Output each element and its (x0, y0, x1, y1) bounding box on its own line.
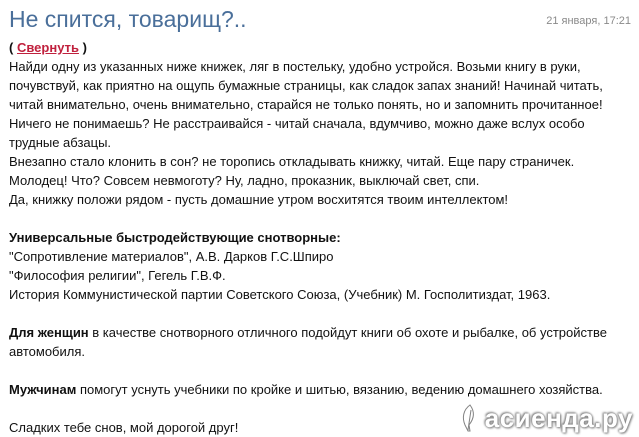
closing-line: Сладких тебе снов, мой дорогой друг! (9, 420, 239, 435)
post-date: 21 января, 17:21 (546, 15, 631, 27)
post-body (9, 38, 631, 437)
post-title: Не спится, товарищ?.. (9, 6, 247, 32)
men-label: Мужчинам (9, 382, 77, 397)
women-paragraph (9, 323, 631, 361)
men-text: помогут уснуть учебники по кройке и шитью, вязанию, ведению домашнего хозяйства. (76, 382, 603, 397)
universal-heading: Универсальные быстродействующие снотворные: (9, 230, 341, 245)
spacer (9, 209, 631, 228)
section-heading (9, 228, 631, 247)
post-header (9, 6, 631, 36)
intro-paragraph-2: Внезапно стало клонить в сон? не торопись откладывать книжку, читай. Еще пару страничек. Молодец! Что? Совсем невмоготу? Ну, ладно, проказник, выключай свет, спи. (9, 154, 575, 188)
watermark-text: асиенда.ру (484, 402, 633, 433)
women-text: в качестве снотворного отличного подойдут книги об охоте и рыбалке, об устройстве автомобиля. (9, 325, 607, 359)
book-item-1: "Сопротивление материалов", А.В. Дарков Г.С.Шпиро (9, 249, 334, 264)
collapse-paren-open: ( (9, 40, 14, 55)
women-label: Для женщин (9, 325, 89, 340)
intro-paragraph-1: Найди одну из указанных ниже книжек, ляг в постельку, удобно устройся. Возьми книгу в руки, почувствуй, как приятно на ощупь бумажные страницы, как сладок запах знаний! Начинай читать, читай внимательно, очень внимательно, старайся не только понять, но и запомнить прочитанное! Ничего не понимаешь? Не расстраивайся - читай сначала, вдумчиво, можно даже вслух особо трудные абзацы. (9, 59, 603, 150)
book-item-2: "Философия религии", Гегель Г.В.Ф. (9, 268, 226, 283)
spacer (9, 304, 631, 323)
spacer (9, 361, 631, 380)
intro-paragraph-3: Да, книжку положи рядом - пусть домашние утром восхитятся твоим интеллектом! (9, 192, 509, 207)
collapse-link[interactable]: Свернуть (16, 40, 79, 55)
collapse-toggle (9, 38, 631, 57)
collapse-paren-close: ) (82, 40, 87, 55)
feather-logo-icon (459, 404, 481, 432)
men-paragraph (9, 380, 631, 399)
book-item-3: История Коммунистической партии Советского Союза, (Учебник) М. Госполитиздат, 1963. (9, 287, 551, 302)
site-watermark (459, 403, 633, 433)
